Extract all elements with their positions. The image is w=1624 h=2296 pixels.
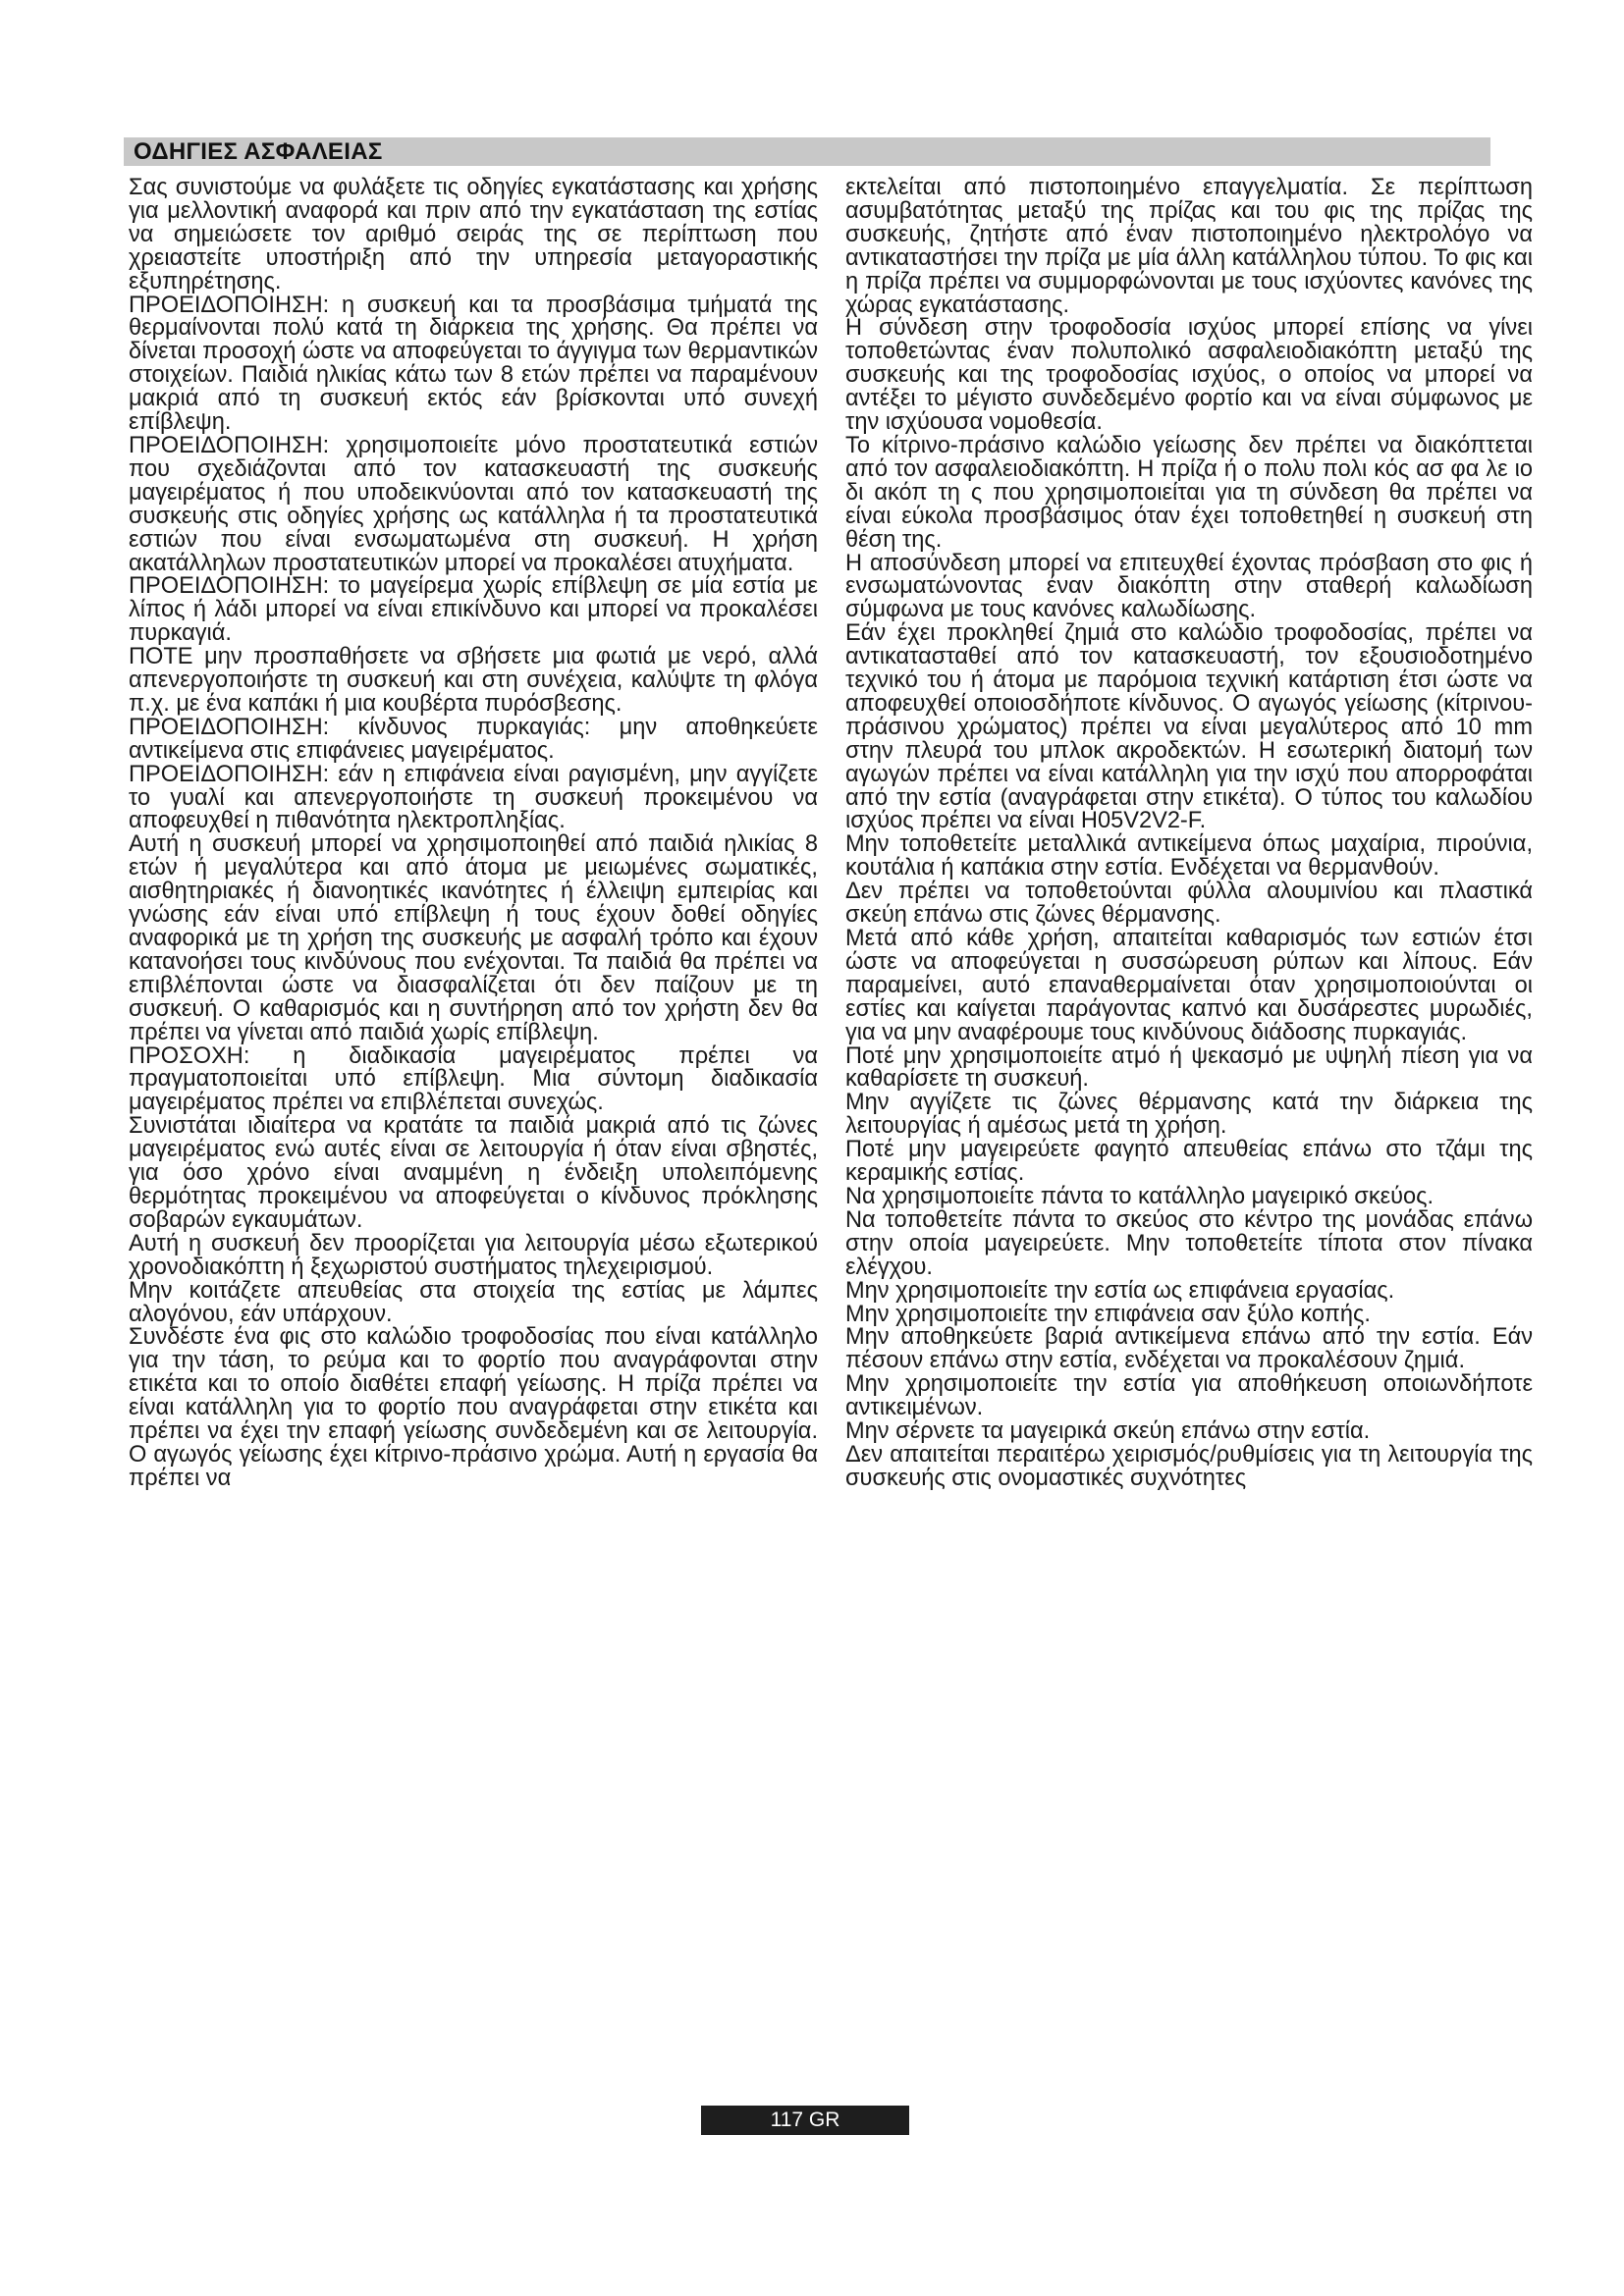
paragraph: Δεν πρέπει να τοποθετούνται φύλλα αλουμινίου και πλαστικά σκεύη επάνω στις ζώνες θέρμανσης. bbox=[845, 879, 1533, 929]
right-text-column bbox=[845, 177, 1533, 1491]
left-text-column bbox=[129, 177, 818, 1491]
paragraph: Μην σέρνετε τα μαγειρικά σκεύη επάνω στην εστία. bbox=[845, 1418, 1371, 1445]
section-header-bar bbox=[124, 137, 1490, 166]
paragraph: Συνιστάται ιδιαίτερα να κρατάτε τα παιδιά μακριά από τις ζώνες μαγειρέματος ενώ αυτές είναι σε λειτουργία ή όταν είναι σβηστές, για όσο χρόνο είναι αναμμένη η ένδειξη υπολειπόμενης θερμότητας προκειμένου να αποφεύγεται ο κίνδυνος πρόκλησης σοβαρών εγκαυμάτων. bbox=[129, 1113, 818, 1233]
paragraph: Μην αγγίζετε τις ζώνες θέρμανσης κατά την διάρκεια της λειτουργίας ή αμέσως μετά τη χρήση. bbox=[845, 1090, 1533, 1140]
paragraph: Μην χρησιμοποιείτε την εστία ως επιφάνεια εργασίας. bbox=[845, 1277, 1395, 1304]
paragraph: ΠΡΟΣΟΧΗ: η διαδικασία μαγειρέματος πρέπει να πραγματοποιείται υπό επίβλεψη. Μια σύντομη διαδικασία μαγειρέματος πρέπει να επιβλέπεται συνεχώς. bbox=[129, 1042, 818, 1116]
paragraph: Η αποσύνδεση μπορεί να επιτευχθεί έχοντας πρόσβαση στο φις ή ενσωματώνοντας έναν διακόπτη στην σταθερή καλωδίωση σύμφωνα με τους κανόνες καλωδίωσης. bbox=[845, 550, 1533, 623]
paragraph: Μην χρησιμοποιείτε την επιφάνεια σαν ξύλο κοπής. bbox=[845, 1301, 1371, 1327]
page-number-badge: 117 GR bbox=[701, 2106, 909, 2135]
paragraph: Μην χρησιμοποιείτε την εστία για αποθήκευση οποιωνδήποτε αντικειμένων. bbox=[845, 1371, 1533, 1421]
paragraph: ΠΡΟΕΙΔΟΠΟΙΗΣΗ: η συσκευή και τα προσβάσιμα τμήματά της θερμαίνονται πολύ κατά τη διάρκεια της χρήσης. Θα πρέπει να δίνεται προσοχή ώστε να αποφεύγεται το άγγιγμα των θερμαντικών στοιχείων. Παιδιά ηλικίας κάτω των 8 ετών πρέπει να παραμένουν μακριά από τη συσκευή εκτός εάν βρίσκονται υπό συνεχή επίβλεψη. bbox=[129, 292, 818, 436]
paragraph: Σας συνιστούμε να φυλάξετε τις οδηγίες εγκατάστασης και χρήσης για μελλοντική αναφορά και πριν από την εγκατάσταση της εστίας να σημειώσετε τον αριθμό σειράς της σε περίπτωση που χρειαστείτε υποστήριξη από την υπηρεσία μεταγοραστικής εξυπηρέτησης. bbox=[129, 175, 818, 294]
paragraph: ΠΡΟΕΙΔΟΠΟΙΗΣΗ: εάν η επιφάνεια είναι ραγισμένη, μην αγγίζετε το γυαλί και απενεργοποιήστε τη συσκευή προκειμένου να αποφευχθεί η πιθανότητα ηλεκτροπληξίας. bbox=[129, 761, 818, 834]
paragraph: Μην τοποθετείτε μεταλλικά αντικείμενα όπως μαχαίρια, πιρούνια, κουτάλια ή καπάκια στην εστία. Ενδέχεται να θερμανθούν. bbox=[845, 831, 1533, 881]
paragraph: Το κίτρινο-πράσινο καλώδιο γείωσης δεν πρέπει να διακόπτεται από τον ασφαλειοδιακόπτη. Η πρίζα ή ο πολυ πολι κός ασ φα λε ιο δι ακόπ τη ς που χρησιμοποιείται για τη σύνδεση θα πρέπει να είναι εύκολα προσβάσιμος όταν έχει τοποθετηθεί η συσκευή στη θέση της. bbox=[845, 432, 1533, 553]
paragraph: Ποτέ μην μαγειρεύετε φαγητό απευθείας επάνω στο τζάμι της κεραμικής εστίας. bbox=[845, 1137, 1533, 1187]
paragraph: εκτελείται από πιστοποιημένο επαγγελματία. Σε περίπτωση ασυμβατότητας μεταξύ της πρίζας και του φις της πρίζας της συσκευής, ζητήστε από έναν πιστοποιημένο ηλεκτρολόγο να αντικαταστήσει την πρίζα με μία άλλη κατάλληλου τύπου. Το φις και η πρίζα πρέπει να συμμορφώνονται με τους ισχύοντες κανόνες της χώρας εγκατάστασης. bbox=[845, 175, 1533, 318]
paragraph: Εάν έχει προκληθεί ζημιά στο καλώδιο τροφοδοσίας, πρέπει να αντικατασταθεί από τον κατασκευαστή, τον εξουσιοδοτημένο τεχνικό του ή άτομα με παρόμοια τεχνική κατάρτιση έτσι ώστε να αποφευχθεί οποιοσδήποτε κίνδυνος. Ο αγωγός γείωσης (κίτρινου-πράσινου χρώματος) πρέπει να είναι μεγαλύτερος από 10 mm στην πλευρά του μπλοκ ακροδεκτών. Η εσωτερική διατομή των αγωγών πρέπει να είναι κατάλληλη για την ισχύ που απορροφάται από την εστία (αναγράφεται στην ετικέτα). Ο τύπος του καλωδίου ισχύος πρέπει να είναι H05V2V2-F. bbox=[845, 620, 1533, 834]
paragraph: ΠΟΤΕ μην προσπαθήσετε να σβήσετε μια φωτιά με νερό, αλλά απενεργοποιήστε τη συσκευή και στη συνέχεια, καλύψτε τη φλόγα π.χ. με ένα καπάκι ή μια κουβέρτα πυρόσβεσης. bbox=[129, 644, 818, 717]
paragraph: Μην αποθηκεύετε βαριά αντικείμενα επάνω από την εστία. Εάν πέσουν επάνω στην εστία, ενδέχεται να προκαλέσουν ζημιά. bbox=[845, 1324, 1533, 1374]
paragraph: Ποτέ μην χρησιμοποιείτε ατμό ή ψεκασμό με υψηλή πίεση για να καθαρίσετε τη συσκευή. bbox=[845, 1042, 1533, 1093]
section-title: ΟΔΗΓΙΕΣ ΑΣΦΑΛΕΙΑΣ bbox=[134, 138, 383, 165]
paragraph: Δεν απαιτείται περαιτέρω χειρισμός/ρυθμίσεις για τη λειτουργία της συσκευής στις ονομαστικές συχνότητες bbox=[845, 1441, 1533, 1491]
paragraph: ΠΡΟΕΙΔΟΠΟΙΗΣΗ: κίνδυνος πυρκαγιάς: μην αποθηκεύετε αντικείμενα στις επιφάνειες μαγειρέματος. bbox=[129, 714, 818, 764]
paragraph: Η σύνδεση στην τροφοδοσία ισχύος μπορεί επίσης να γίνει τοποθετώντας έναν πολυπολικό ασφαλειοδιακόπτη μεταξύ της συσκευής και της τροφοδοσίας ισχύος, ο οποίος να μπορεί να αντέξει το μέγιστο συνδεδεμένο φορτίο και να είναι σύμφωνος με την ισχύουσα νομοθεσία. bbox=[845, 315, 1533, 436]
paragraph: Αυτή η συσκευή μπορεί να χρησιμοποιηθεί από παιδιά ηλικίας 8 ετών ή μεγαλύτερα και από άτομα με μειωμένες σωματικές, αισθητηριακές ή διανοητικές ικανότητες ή έλλειψη εμπειρίας και γνώσης εάν είναι υπό επίβλεψη ή τους έχουν δοθεί οδηγίες αναφορικά με τη χρήση της συσκευής με ασφαλή τρόπο και έχουν κατανοήσει τους κινδύνους που ενέχονται. Τα παιδιά θα πρέπει να επιβλέπονται ώστε να διασφαλίζεται ότι δεν παίζουν με τη συσκευή. Ο καθαρισμός και η συντήρηση από τον χρήστη δεν θα πρέπει να γίνεται από παιδιά χωρίς επίβλεψη. bbox=[129, 831, 818, 1045]
paragraph: Αυτή η συσκευή δεν προορίζεται για λειτουργία μέσω εξωτερικού χρονοδιακόπτη ή ξεχωριστού συστήματος τηλεχειρισμού. bbox=[129, 1230, 818, 1280]
paragraph: Μετά από κάθε χρήση, απαιτείται καθαρισμός των εστιών έτσι ώστε να αποφεύγεται η συσσώρευση ρύπων και λίπους. Εάν παραμείνει, αυτό επαναθερμαίνεται όταν χρησιμοποιούνται οι εστίες και καίγεται παράγοντας καπνό και δυσάρεστες μυρωδιές, για να μην αναφέρουμε τους κινδύνους διάδοσης πυρκαγιάς. bbox=[845, 926, 1533, 1045]
paragraph: Να τοποθετείτε πάντα το σκεύος στο κέντρο της μονάδας επάνω στην οποία μαγειρεύετε. Μην τοποθετείτε τίποτα στον πίνακα ελέγχου. bbox=[845, 1206, 1533, 1280]
paragraph: ΠΡΟΕΙΔΟΠΟΙΗΣΗ: χρησιμοποιείτε μόνο προστατευτικά εστιών που σχεδιάζονται από τον κατασκευαστή της συσκευής μαγειρέματος ή που υποδεικνύονται από τον κατασκευαστή της συσκευής στις οδηγίες χρήσης ως κατάλληλα ή τα προστατευτικά εστιών που είναι ενσωματωμένα στη συσκευή. Η χρήση ακατάλληλων προστατευτικών μπορεί να προκαλέσει ατυχήματα. bbox=[129, 432, 818, 576]
paragraph: Μην κοιτάζετε απευθείας στα στοιχεία της εστίας με λάμπες αλογόνου, εάν υπάρχουν. bbox=[129, 1277, 818, 1327]
paragraph: ΠΡΟΕΙΔΟΠΟΙΗΣΗ: το μαγείρεμα χωρίς επίβλεψη σε μία εστία με λίπος ή λάδι μπορεί να είναι επικίνδυνο και μπορεί να προκαλέσει πυρκαγιά. bbox=[129, 573, 818, 647]
paragraph: Να χρησιμοποιείτε πάντα το κατάλληλο μαγειρικό σκεύος. bbox=[845, 1183, 1435, 1209]
paragraph: Συνδέστε ένα φις στο καλώδιο τροφοδοσίας που είναι κατάλληλο για την τάση, το ρεύμα και το φορτίο που αναγράφονται στην ετικέτα και το οποίο διαθέτει επαφή γείωσης. Η πρίζα πρέπει να είναι κατάλληλη για το φορτίο που αναγράφεται στην ετικέτα και πρέπει να έχει την επαφή γείωσης συνδεδεμένη και σε λειτουργία. Ο αγωγός γείωσης έχει κίτρινο-πράσινο χρώμα. Αυτή η εργασία θα πρέπει να bbox=[129, 1324, 818, 1491]
